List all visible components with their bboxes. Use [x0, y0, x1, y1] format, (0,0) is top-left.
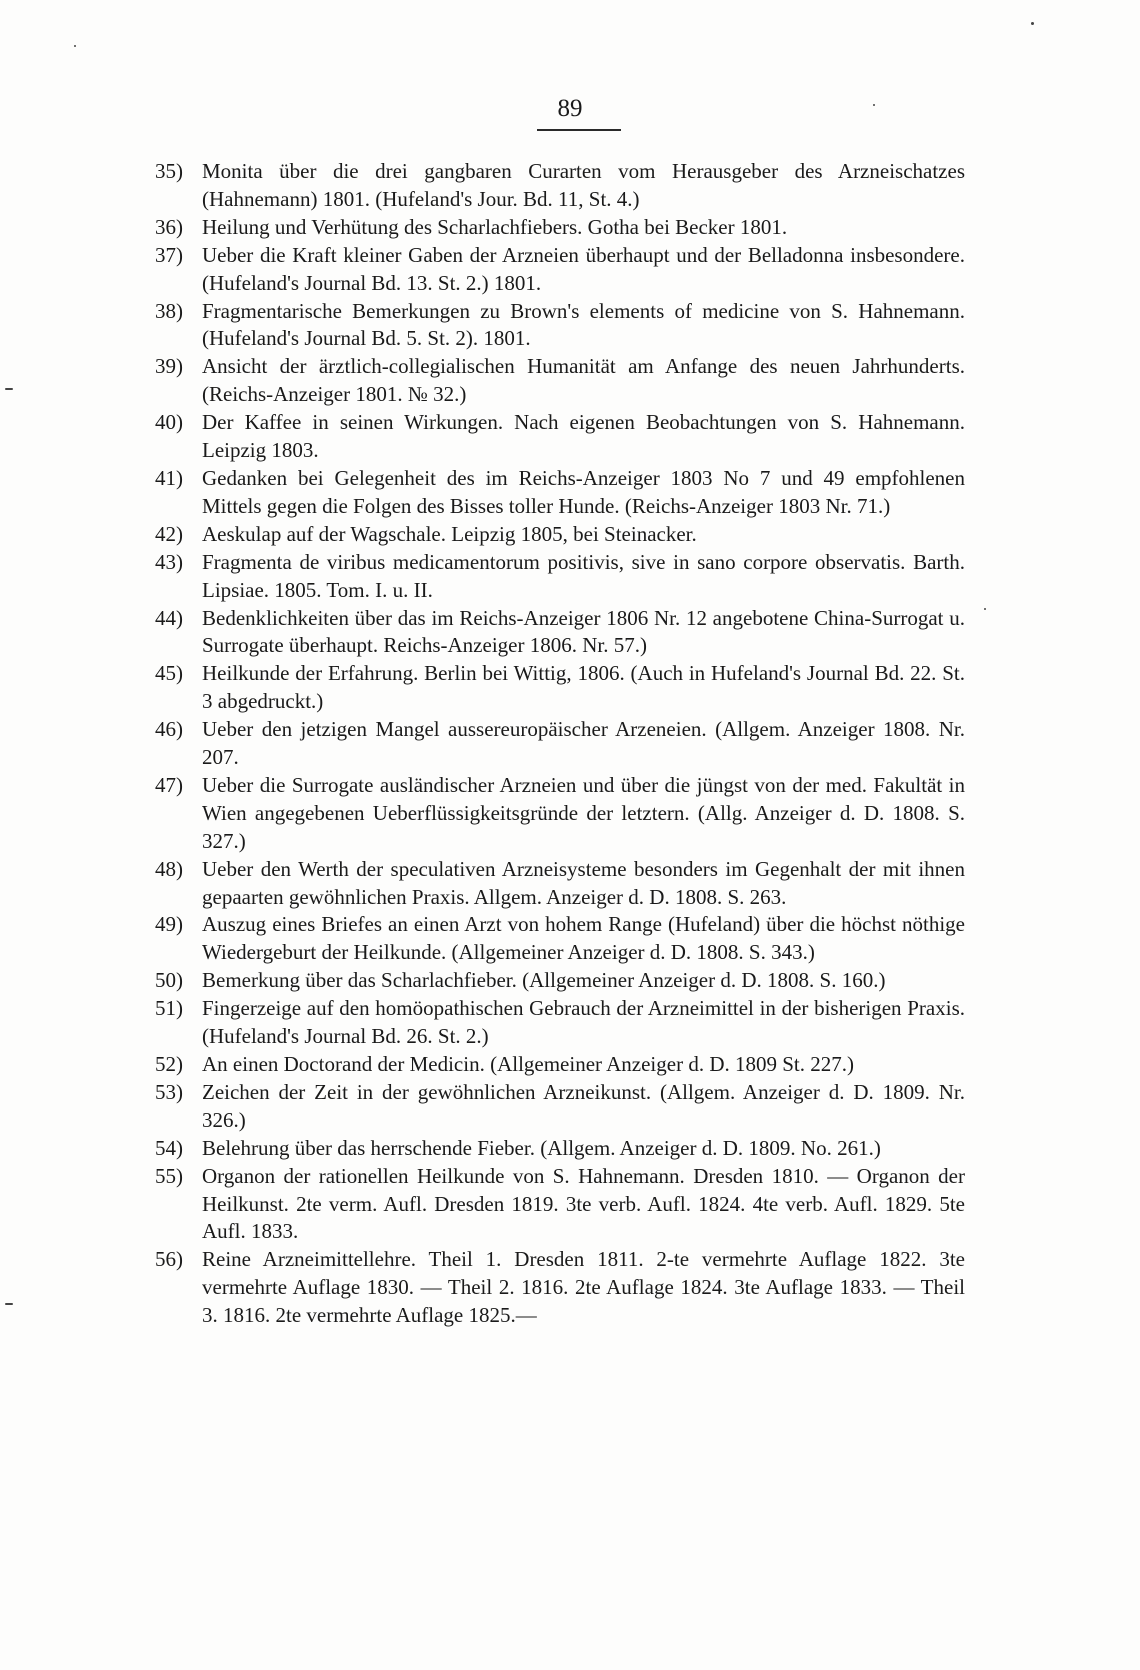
entry-text: Organon der rationellen Heilkunde von S. Hahnemann. Dresden 1810. — Organon der Heilkunst. 2te verm. Aufl. Dresden 1819. 3te verb. Aufl. 1824. 4te verb. Aufl. 1829. 5te Aufl. 1833.	[202, 1163, 965, 1244]
entry-text: Ueber die Surrogate ausländischer Arzneien und über die jüngst von der med. Fakultät in Wien angegebenen Ueberflüssigkeitsgründe der letztern. (Allg. Anzeiger d. D. 1808. S. 327.)	[202, 772, 965, 853]
bibliography-entry	[155, 549, 965, 605]
bibliography-entry	[155, 995, 965, 1051]
entry-number: 45)	[155, 661, 183, 686]
entry-text: Belehrung über das herrschende Fieber. (Allgem. Anzeiger d. D. 1809. No. 261.)	[202, 1135, 881, 1160]
entry-text: Ueber die Kraft kleiner Gaben der Arzneien überhaupt und der Belladonna insbesondere. (Hufeland's Journal Bd. 13. St. 2.) 1801.	[202, 242, 965, 295]
scan-speck	[1031, 22, 1034, 25]
entry-text: Der Kaffee in seinen Wirkungen. Nach eigenen Beobachtungen von S. Hahnemann. Leipzig 1803.	[202, 410, 965, 463]
entry-number: 43)	[155, 549, 183, 574]
entry-number: 52)	[155, 1052, 183, 1076]
bibliography-entry	[155, 856, 965, 912]
entry-text: Heilung und Verhütung des Scharlachfiebers. Gotha bei Becker 1801.	[202, 214, 788, 239]
entry-text: Fingerzeige auf den homöopathischen Gebrauch der Arzneimittel in der bisherigen Praxis. (Hufeland's Journal Bd. 26. St. 2.)	[202, 996, 965, 1049]
bibliography-entry	[155, 716, 965, 772]
entry-number: 37)	[155, 242, 183, 267]
entry-number: 44)	[155, 605, 183, 630]
bibliography-entry	[155, 1246, 965, 1330]
entry-number: 41)	[155, 465, 183, 490]
bibliography-list	[155, 158, 965, 1330]
entry-text: Ueber den jetzigen Mangel aussereuropäischer Arzeneien. (Allgem. Anzeiger 1808. Nr. 207.	[202, 717, 965, 770]
page-number-rule	[537, 129, 621, 131]
bibliography-entry	[155, 911, 965, 967]
bibliography-entry	[155, 660, 965, 716]
entry-number: 39)	[155, 354, 183, 379]
scan-speck	[984, 608, 986, 610]
entry-number: 51)	[155, 996, 183, 1021]
entry-number: 36)	[155, 214, 183, 239]
entry-text: Fragmentarische Bemerkungen zu Brown's elements of medicine von S. Hahnemann. (Hufeland's Journal Bd. 5. St. 2). 1801.	[202, 298, 965, 351]
page-number: 89	[557, 95, 583, 122]
bibliography-entry	[155, 465, 965, 521]
entry-number: 38)	[155, 298, 183, 323]
entry-text: Reine Arzneimittellehre. Theil 1. Dresden 1811. 2-te vermehrte Auflage 1822. 3te vermehrte Auflage 1830. — Theil 2. 1816. 2te Auflage 1824. 3te Auflage 1833. — Theil 3. 1816. 2te vermehrte Auflage 1825.—	[202, 1247, 965, 1328]
entry-text: Zeichen der Zeit in der gewöhnlichen Arzneikunst. (Allgem. Anzeiger d. D. 1809. Nr. 326.)	[202, 1079, 965, 1132]
entry-text: Ansicht der ärztlich-collegialischen Humanität am Anfange des neuen Jahrhunderts. (Reichs-Anzeiger 1801. № 32.)	[202, 354, 965, 407]
entry-text: Ueber den Werth der speculativen Arzneisysteme besonders im Gegenhalt der mit ihnen gepaarten gewöhnlichen Praxis. Allgem. Anzeiger d. D. 1808. S. 263.	[202, 856, 965, 909]
entry-number: 47)	[155, 772, 183, 797]
bibliography-entry	[155, 242, 965, 298]
bibliography-entry	[155, 214, 965, 242]
bibliography-entry	[155, 967, 965, 995]
entry-number: 54)	[155, 1135, 183, 1160]
entry-number: 50)	[155, 968, 183, 993]
entry-number: 40)	[155, 410, 183, 435]
bibliography-entry	[155, 1051, 965, 1079]
entry-number: 49)	[155, 912, 183, 937]
bibliography-entry	[155, 772, 965, 856]
entry-text: An einen Doctorand der Medicin. (Allgemeiner Anzeiger d. D. 1809 St. 227.)	[202, 1052, 854, 1076]
entry-text: Gedanken bei Gelegenheit des im Reichs-Anzeiger 1803 No 7 und 49 empfohlenen Mittels gegen die Folgen des Bisses toller Hunde. (Reichs-Anzeiger 1803 Nr. 71.)	[202, 465, 965, 518]
scan-speck	[5, 388, 13, 390]
entry-text: Fragmenta de viribus medicamentorum positivis, sive in sano corpore observatis. Barth. Lipsiae. 1805. Tom. I. u. II.	[202, 549, 965, 602]
entry-text: Auszug eines Briefes an einen Arzt von hohem Range (Hufeland) über die höchst nöthige Wiedergeburt der Heilkunde. (Allgemeiner Anzeiger d. D. 1808. S. 343.)	[202, 912, 965, 965]
entry-number: 55)	[155, 1163, 183, 1188]
bibliography-entry	[155, 1079, 965, 1135]
bibliography-entry	[155, 521, 965, 549]
entry-text: Heilkunde der Erfahrung. Berlin bei Wittig, 1806. (Auch in Hufeland's Journal Bd. 22. St. 3 abgedruckt.)	[202, 661, 965, 714]
bibliography-entry	[155, 158, 965, 214]
entry-text: Bemerkung über das Scharlachfieber. (Allgemeiner Anzeiger d. D. 1808. S. 160.)	[202, 968, 886, 993]
bibliography-entry	[155, 353, 965, 409]
bibliography-entry	[155, 409, 965, 465]
bibliography-entry	[155, 605, 965, 661]
entry-number: 42)	[155, 521, 183, 546]
bibliography-entry	[155, 1135, 965, 1163]
entry-number: 48)	[155, 856, 183, 881]
scan-speck	[873, 104, 875, 106]
scan-speck	[5, 1303, 13, 1305]
entry-number: 35)	[155, 159, 183, 183]
entry-text: Bedenklichkeiten über das im Reichs-Anzeiger 1806 Nr. 12 angebotene China-Surrogat u. Surrogate überhaupt. Reichs-Anzeiger 1806. Nr. 57.)	[202, 605, 965, 658]
bibliography-entry	[155, 298, 965, 354]
entry-text: Monita über die drei gangbaren Curarten vom Herausgeber des Arzneischatzes (Hahnemann) 1801. (Hufeland's Jour. Bd. 11, St. 4.)	[202, 159, 965, 211]
entry-number: 56)	[155, 1247, 183, 1272]
entry-number: 46)	[155, 717, 183, 742]
bibliography-entry	[155, 1163, 965, 1247]
scan-speck	[74, 45, 76, 47]
entry-text: Aeskulap auf der Wagschale. Leipzig 1805, bei Steinacker.	[202, 521, 697, 546]
entry-number: 53)	[155, 1079, 183, 1104]
